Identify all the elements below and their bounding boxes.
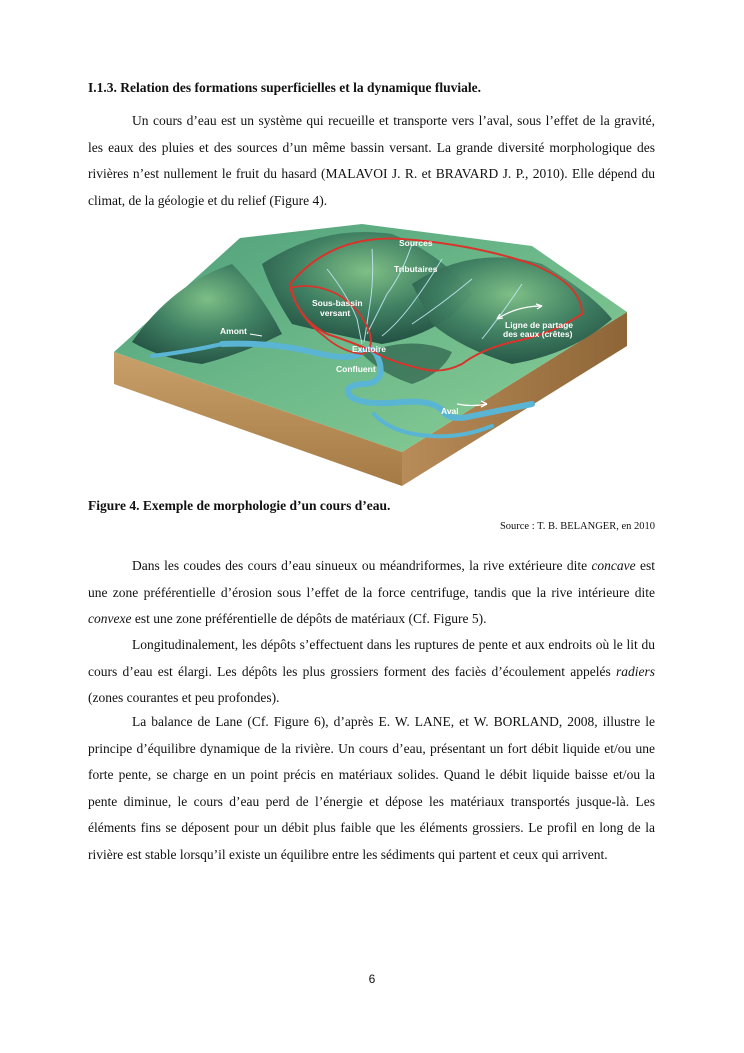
- label-exutoire: Exutoire: [352, 344, 387, 354]
- label-versant: versant: [320, 308, 351, 318]
- label-amont: Amont: [220, 326, 247, 336]
- paragraph-intro: Un cours d’eau est un système qui recueille et transporte vers l’aval, sous l’effet de la gravité, les eaux des pluies et des sources d’un même bassin versant. La grande diversité morphologique des rivières n’est nullement le fruit du hasard (MALAVOI J. R. et BRAVARD J. P., 2010). Elle dépend du climat, de la géologie et du relief (Figure 4).: [88, 113, 655, 208]
- figure-source: Source : T. B. BELANGER, en 2010: [499, 521, 655, 532]
- label-sous-bassin: Sous-bassin: [312, 298, 363, 308]
- paragraph-deposits: Longitudinalement, les dépôts s’effectuent dans les ruptures de pente et aux endroits où le lit du cours d’eau est élargi. Les dépôts les plus grossiers forment des faciès d’écoulement appelés radiers (zones courantes et peu profondes).: [88, 637, 655, 705]
- label-aval: Aval: [441, 406, 459, 416]
- label-tributaires: Tributaires: [394, 264, 438, 274]
- label-ligne-partage: Ligne de partage: [505, 320, 574, 330]
- figure-caption: Figure 4. Exemple de morphologie d’un cours d’eau.: [88, 498, 391, 513]
- label-sources: Sources: [399, 238, 433, 248]
- label-des-eaux: des eaux (crêtes): [503, 329, 573, 339]
- section-heading: I.1.3. Relation des formations superficielles et la dynamique fluviale.: [88, 80, 481, 95]
- paragraph-meanders: Dans les coudes des cours d’eau sinueux ou méandriformes, la rive extérieure dite concave est une zone préférentielle d’érosion sous l’effet de la force centrifuge, tandis que la rive intérieure dite convexe est une zone préférentielle de dépôts de matériaux (Cf. Figure 5).: [88, 558, 655, 626]
- term-concave: concave: [591, 558, 636, 573]
- paragraph-lane-balance: La balance de Lane (Cf. Figure 6), d’après E. W. LANE, et W. BORLAND, 2008, illustre le principe d’équilibre dynamique de la rivière. Un cours d’eau, présentant un fort débit liquide et/ou une forte pente, se charge en un point précis en matériaux solides. Quand le débit liquide baisse et/ou la pente diminue, le cours d’eau perd de l’énergie et dépose les matériaux transportés jusque-là. Les éléments fins se déposent pour un débit plus faible que les éléments grossiers. Le profil en long de la rivière est stable lorsqu’il existe un équilibre entre les sédiments qui partent et ceux qui arrivent.: [88, 714, 655, 862]
- term-convexe: convexe: [88, 611, 132, 626]
- label-confluent: Confluent: [336, 364, 376, 374]
- watershed-block-diagram: [112, 224, 634, 488]
- page-number: 6: [368, 972, 376, 986]
- term-radiers: radiers: [615, 663, 655, 679]
